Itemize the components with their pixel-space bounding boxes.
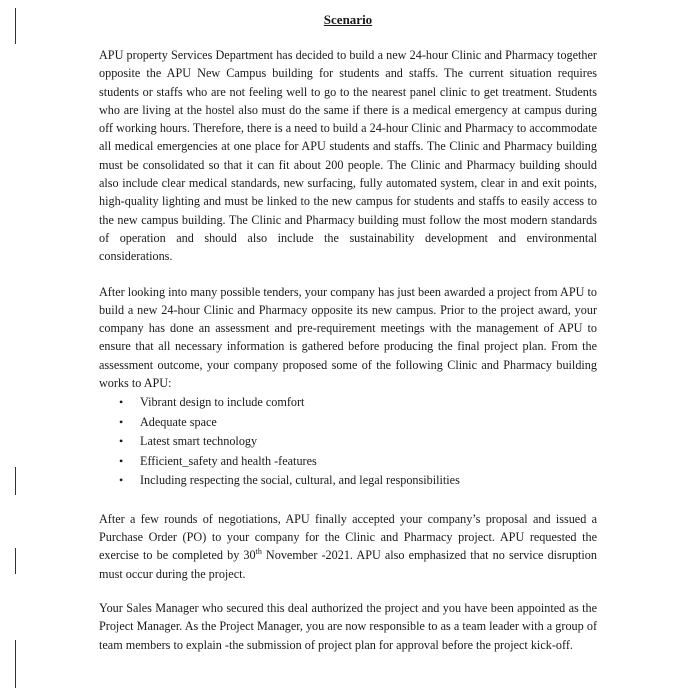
margin-line [15, 8, 16, 44]
bullet-icon: • [119, 414, 124, 429]
paragraph-project-background: APU property Services Department has decided to build a new 24-hour Clinic and Pharmacy together opposite the APU New Campus building for students and staffs. The current situation requires students or staffs who are not feeling well to go to the nearest panel clinic to get treatment. Students who are living at the hostel also must do the same if there is a medical emergency at campus during off working hours. Therefore, there is a need to build a 24-hour Clinic and Pharmacy to accommodate all medical emergencies at one place for APU students and staffs. The Clinic and Pharmacy building must be consolidated so that it can fit about 200 people. The Clinic and Pharmacy building should also include clear medical standards, new surfacing, fully automated system, clear in and exit points, high-quality lighting and must be linked to the new campus for students and staffs to easily access to the new campus building. The Clinic and Pharmacy building must follow the most modern standards of operation and should also include the sustainability development and environmental considerations. [99, 48, 597, 264]
list-item: • Including respecting the social, cultural, and legal responsibilities [99, 471, 597, 491]
margin-line [15, 640, 16, 688]
list-item: • Vibrant design to include comfort [99, 393, 597, 413]
margin-line [15, 548, 16, 574]
paragraph-project-award: After looking into many possible tenders, your company has just been awarded a project from APU to build a new 24-hour Clinic and Pharmacy opposite its new campus. Prior to the project award, your company has done an assessment and pre-requirement meetings with the management of APU to ensure that all necessary information is gathered before producing the final project plan. From the assessment outcome, your company proposed some of the following Clinic and Pharmacy building works to APU: [99, 284, 597, 391]
bullet-icon: • [119, 453, 124, 468]
paragraph-purchase-order: After a few rounds of negotiations, APU finally accepted your company’s proposal and issued a Purchase Order (PO) to your company for the Clinic and Pharmacy project. APU requested the exercise to be completed by 30th November -2021. APU also emphasized that no service disruption must occur during the project. [99, 511, 597, 581]
paragraph-project-manager: Your Sales Manager who secured this deal authorized the project and you have been appointed as the Project Manager. As the Project Manager, you are now responsible to as a team leader with a group of team members to explain -the submission of project plan for approval before the project kick-off. [99, 601, 597, 652]
bullet-icon: • [119, 395, 124, 410]
document-page [99, 10, 597, 654]
bullet-icon: • [119, 473, 124, 488]
proposed-works-list [99, 393, 597, 491]
list-item: • Efficient_safety and health -features [99, 452, 597, 472]
list-item: • Adequate space [99, 413, 597, 433]
list-item: • Latest smart technology [99, 432, 597, 452]
margin-line [15, 467, 16, 495]
scenario-heading: Scenario [323, 12, 373, 27]
bullet-icon: • [119, 434, 124, 449]
